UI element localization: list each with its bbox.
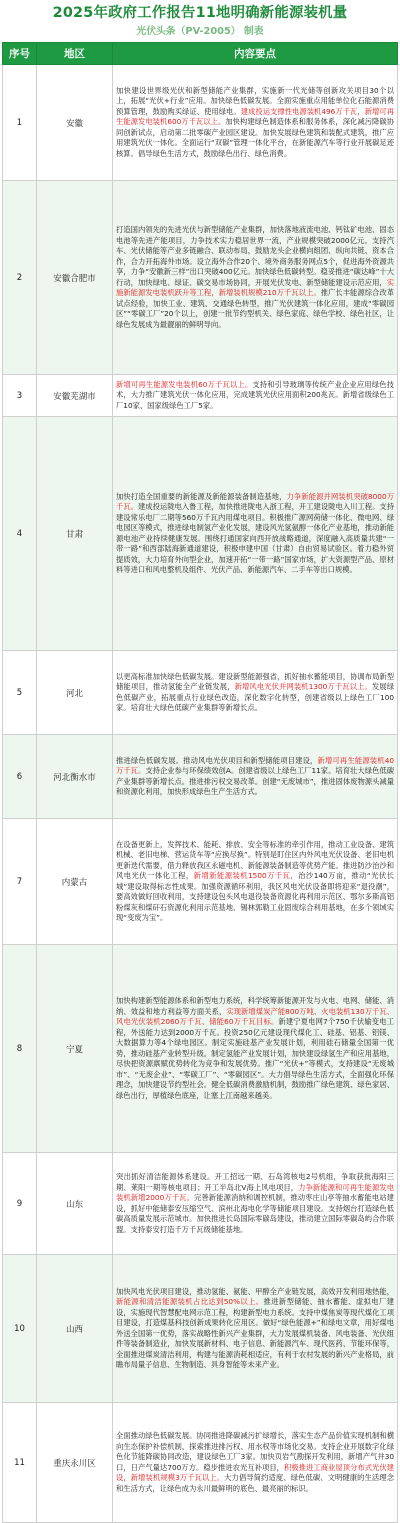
row-region: 内蒙古 [37,819,113,945]
table-row [3,375,398,417]
header-content: 内容要点 [113,43,398,65]
table-row [3,651,398,735]
highlighted-capacity-text: 新增可再生能源发电装机60万千瓦以上。 [116,379,253,389]
row-content [113,181,398,375]
row-number: 5 [3,651,37,735]
content-text: 打造国内领先的先进光伏与新型储能产业集群，加快落地液流电池、钙钛矿电池、固态电池等先进产能项目，力争技术实力稳居世界一流，产业规模突破2000亿元。支持汽车、光伏储能等产业多链融合、联动布局，鼓励龙头企业横向组团、纵向共链、资本合作，合力开拓海外市场。设立海外合作20个、境外商务服务网点5个，促进海外资源共享，力争“安徽新三样”出口突破400亿元。加快绿色低碳转型。稳妥推进“碳达峰”十大行动，加快绿电、绿证、碳交易市场协同，开展光伏发电、新型储能建设示范应用， [116,225,394,287]
row-content [113,1403,398,1523]
content-text: 支持和引导玻璃等传统产业企业应用绿色技术，大力推广建筑光伏一体化应用，完成建筑光伏应用面积200兆瓦。新增省级绿色工厂10家、国家级绿色工厂5家。 [116,379,394,410]
row-content [113,735,398,819]
table-row [3,181,398,375]
table-row [3,945,398,1153]
table-row [3,417,398,651]
content-text: 全面推动绿色低碳发展。协同推进降碳减污扩绿增长，落实生态产品价值实现机制和横向生态保护补偿机制，探索推进排污权、用水权等市场化交易。支持企业开展数字化绿色化节能降碳协同改造，建设绿色工厂3家。加快页岩气勘探开发利用，新增产气井30口，日产气量达700万方。稳步推进农光互补项目， [116,1431,394,1472]
content-text: 推进新型储能、抽水蓄能、虚拟电厂建设，实施现代智慧配电网示范工程，构建新型电力系统。支持中煤焦炭等现代煤化工项目建设，打造煤基科技创新成果转化应用区。做好“绿色能源+”和绿电文章，用好煤电外送全国第一优势，落实战略性新兴产业集群，大力发展煤机装备、风电装备、光伏组件等装备制造业，加快发展新材料、电子信息、新能源汽车、现代医药、节能环保等，全面推进煤炭清洁利用，构建与能源消耗相适应，有利于农村发展的新兴产业格局，前瞻布局量子信息、生物制造、具身智能等未来产业。 [116,1297,395,1369]
highlighted-capacity-text: 力争新能源和可再生能源发电装机新增2000万千瓦。 [116,1182,394,1202]
row-content [113,819,398,945]
row-region: 安徽 [37,65,113,181]
row-number: 2 [3,181,37,375]
content-text: 推广长丰能源综合改革试点经验，加快工业、建筑、交通绿色转型，推广光伏建筑一体化应用，建成“零碳园区”“零碳工厂”20个以上，创建一批节约型机关、绿色家庭、绿色学校、绿色社区，让绿色发展成为最靓丽的鲜明导向。 [116,288,394,329]
content-text: 支持企业参与环保绩效创A。创建省级以上绿色工厂11家。培育壮大绿色低碳产业集群等新增长点。推进排污权交易改革。创建“无废城市”，推进固体废物源头减量和资源化利用，加快形成绿色生产生活方式。 [116,766,395,796]
content-text: 加快构建绿色制造体系和服务体系，深化减污降碳协同创新试点，启动第二批零碳产业园区建设。加快发展绿色建筑和装配式建筑，推广应用建筑光伏一体化。全面运行“双碳”管理一体化平台，在新能源汽车等行业开展碳足迹核算。倡导绿色生活方式，鼓励绿色出行、绿色消费。 [116,117,394,158]
row-number: 8 [3,945,37,1153]
highlighted-capacity-text: 建成投运支撑性电源装机496万千瓦，新增可再生能源发电装机600万千瓦以上。 [116,106,394,127]
row-number: 11 [3,1403,37,1523]
highlighted-capacity-text: 新增可再生能源装机40万千瓦。 [116,755,394,775]
row-region: 宁夏 [37,945,113,1153]
content-text: 建成投运陇电入鲁工程，加快推进陇电入浙工程，开工建设陇电入川工程。支持建设常乐电厂二期等560万千瓦内用煤电项目。积极推广源网荷储一体化、微电网、绿电园区等模式，推进绿电制氢产业化发展，建设风光氢氨醇一体化产业基地，推动新能源电池产业持续健康发展。围绕打通国家向西开放战略通道，深度融入高质量共建“一带一路”和西部陆海新通道建设，积极申建中国（甘肃）自由贸易试验区。着力稳外贸提质效，大力培育外向型企业，加速开拓“一带一路”国家市场，扩大资源型产品、原材料等进口和风电整机及组件、光伏产品、新能源汽车、二手车等出口规模。 [116,502,395,574]
row-number: 3 [3,375,37,417]
row-content [113,945,398,1153]
row-region: 河北 [37,651,113,735]
row-region: 河北衡水市 [37,735,113,819]
content-text: 在设备更新上，发挥技术、能耗、排放、安全等标准的牵引作用，推动工业设备、建筑机械、老旧电梯、营运货车等“应换尽换”。特别是盯住区内外风电光伏设备、老旧电机更新迭代需要，借力释放我区永磁电机、新能源装备制造等优势产能。推进防沙治沙和风电光伏一体化工程， [116,839,394,880]
highlighted-capacity-text: 实施新能源发电装机跃升等工程，新增装机规模210万千瓦以上。 [116,277,394,297]
content-text: 突出抓好清洁能源体系建设。开工招远一期、石岛湾核电2号机组，争取获批海阳三期、莱阳一期等核电项目；开工半岛北V海上风电项目， [116,1172,394,1192]
table-row [3,1153,398,1255]
content-text: 以更高标准加快绿色低碳发展。建设新型能源强省，抓好抽水蓄能项目，协调布局新型储能项目，推动氢能全产业链发展， [116,671,394,691]
content-text: 完善新能源消纳和调控机制，推动枣庄山亭等抽水蓄能电站建设，抓好中能储泰安压缩空气、滨州北海电化学等储能项目建设。支持烟台打造绿色低碳高质量发展示范城市。加快推进长岛国际零碳岛建设，推动建立国际零碳岛屿合作联盟。支持泰安打造千万千瓦级储能基地。 [116,1193,394,1234]
header-no: 序号 [3,43,37,65]
page-subtitle: 光伏头条（PV-2005） 制表 [136,26,264,37]
content-text: 推进绿色低碳发展。推动风电光伏项目和新型储能项目建设， [116,755,318,765]
row-region: 安徽芜湖市 [37,375,113,417]
row-region: 山西 [37,1255,113,1403]
table-row [3,1255,398,1403]
table-row [3,65,398,181]
content-text: 加快风电光伏项目建设，推动氢能、氨能、甲醇全产业链发展，高效开发利用地热能， [116,1286,394,1296]
table-row [3,735,398,819]
row-content [113,417,398,651]
row-content [113,1255,398,1403]
highlighted-capacity-text: 力争新能源并网装机突破8000万千瓦。 [116,491,394,511]
row-number: 9 [3,1153,37,1255]
row-content [113,651,398,735]
row-region: 山东 [37,1153,113,1255]
table-body [3,65,398,1523]
row-number: 6 [3,735,37,819]
table-row [3,819,398,945]
content-text: 治沙140万亩，推动“光伏长城”建设取得标志性成果。加强资源循环利用，我区风电光伏设备即将迎来“退役潮”，要高效做好回收利用，支持建设包头风电退役装备资源化再利用示范区、鄂尔多斯高铝粉煤灰和煤矸石资源化利用示范基地、锡林郭勒工业固废综合利用基地，在多个领域实现“变废为宝”。 [116,871,394,922]
highlighted-capacity-text: 积极推进工商业屋顶分布式光伏建设，新增装机规模3万千瓦以上。 [116,1462,395,1482]
row-region: 重庆永川区 [37,1403,113,1523]
content-text: 大力倡导简约适度、绿色低碳、文明健康的生活理念和生活方式，让绿色成为永川最鲜明的底色、最亮丽的标识。 [116,1473,394,1493]
capacity-table [2,42,398,1523]
header-region: 地区 [37,43,113,65]
table-header-row [3,43,398,65]
row-region: 甘肃 [37,417,113,651]
row-region: 安徽合肥市 [37,181,113,375]
highlighted-capacity-text: 新增风电光伏并网装机1300万千瓦以上。 [234,682,372,691]
content-text: 加快打造全国重要的新能源及新能源装备制造基地， [116,491,287,501]
row-content [113,375,398,417]
highlighted-capacity-text: 新增新能源装机1500万千瓦， [193,871,299,880]
highlighted-capacity-text: 新能源和清洁能源装机占比达到50%以上。 [116,1297,264,1306]
table-row [3,1403,398,1523]
content-text: 新建宁夏电网7个750千伏输变电工程，外送能力达到2000万千瓦。投资250亿元建设现代煤化工、硅基、铝基、铝镁、大数据算力等4个绿电园区。制定实施硅基产业发展计划，利用硅石储量全国第一优势，推动硅基产业转型升级。制定氢能产业发展计划，加快建设绿氢生产和应用基地，尽快把资源禀赋优势转化为竞争和发展优势。推广“光伏+”等模式，支持建设“无废城市”、“无废企业”、“零碳工厂”、“零碳园区”。大力倡导绿色生活方式，全面强化环保理念，加快建设节约型社会。健全低碳消费激励机制，鼓励推广绿色建筑、绿色家居、绿色出行，厚植绿色底座，让塞上江南越来越美。 [116,1017,394,1100]
row-number: 7 [3,819,37,945]
row-number: 10 [3,1255,37,1403]
content-text: 加快建设世界级光伏和新型储能产业集群，实施新一代光储等创新攻关项目30个以上，拓展“光伏+行业”应用。加快绿色低碳发展。全面实施重点用能单位化石能源消费预算管理，鼓励购买绿证、使用绿电。 [116,85,394,116]
content-text: 加快构建新型能源体系和新型电力系统，科学统筹新能源开发与火电、电网、储能、消纳、效益和地方利益等方面关系， [116,996,394,1016]
row-content [113,1153,398,1255]
row-number: 1 [3,65,37,181]
page-title: 2025年政府工作报告11地明确新能源装机量 [52,5,348,21]
highlighted-capacity-text: 实现新增煤炭产能800万吨、火电装机130万千瓦、风电光伏装机2060万千瓦、储能60万千瓦目标。 [116,1006,395,1026]
content-text: 发展绿色低碳产业，拓展重点行业绿色改造，深化数字化转型，创建省级以上绿色工厂100家。培育壮大绿色低碳产业集群等新增长点。 [116,682,394,712]
row-content [113,65,398,181]
row-number: 4 [3,417,37,651]
